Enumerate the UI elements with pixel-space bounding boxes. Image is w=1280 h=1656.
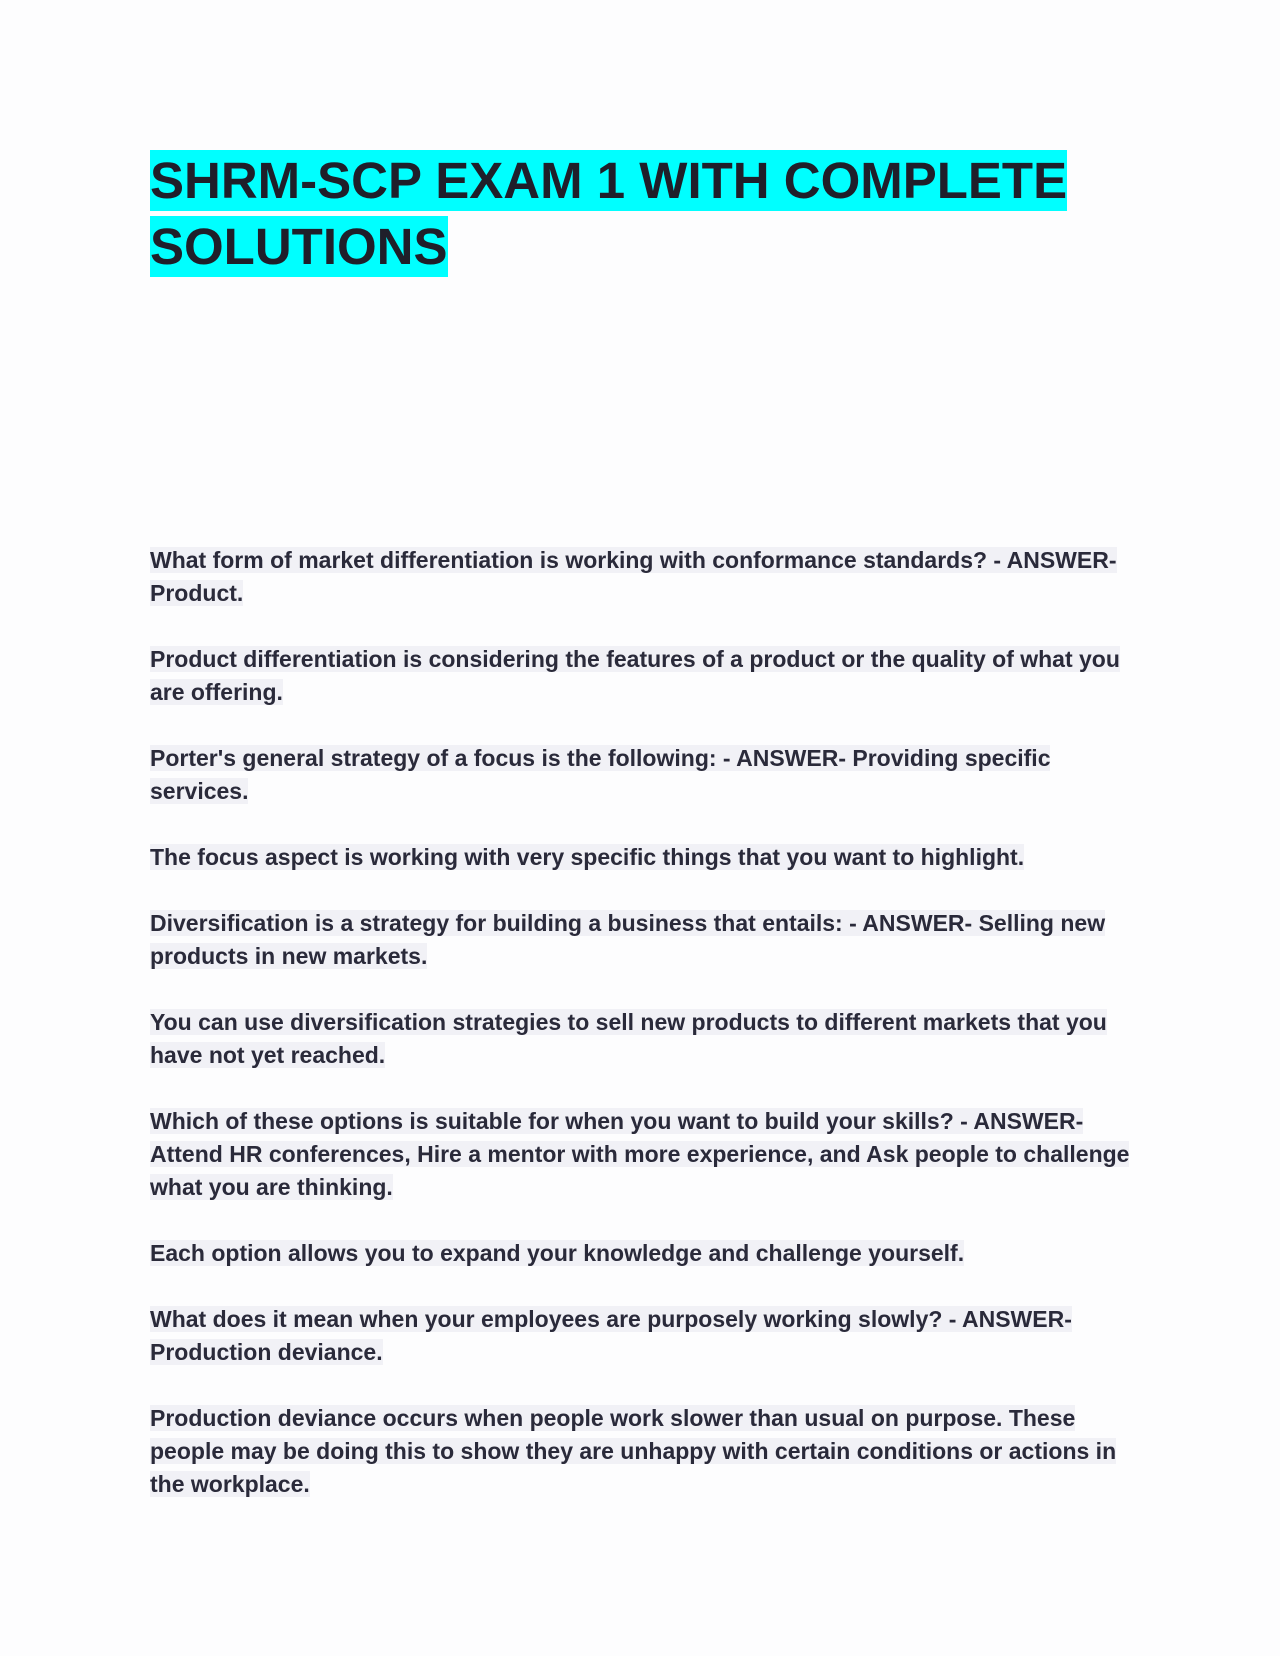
- document-body: [150, 544, 1140, 1534]
- paragraph-text: The focus aspect is working with very specific things that you want to highlight.: [150, 844, 1025, 870]
- paragraph-q4: [150, 1105, 1140, 1204]
- paragraph-text: Each option allows you to expand your knowledge and challenge yourself.: [150, 1240, 965, 1266]
- paragraph-a4: [150, 1237, 1140, 1270]
- title-highlight: SHRM-SCP EXAM 1 WITH COMPLETE SOLUTIONS: [150, 152, 1068, 275]
- paragraph-q1: [150, 544, 1140, 610]
- paragraph-text: Production deviance occurs when people work slower than usual on purpose. These people may be doing this to show they are unhappy with certain conditions or actions in the workplace.: [150, 1405, 1117, 1497]
- paragraph-q3: [150, 907, 1140, 973]
- paragraph-text: Porter's general strategy of a focus is the following: - ANSWER- Providing specific services.: [150, 745, 1051, 804]
- paragraph-text: Product differentiation is considering the features of a product or the quality of what you are offering.: [150, 646, 1120, 705]
- paragraph-a1: [150, 643, 1140, 709]
- paragraph-q2: [150, 742, 1140, 808]
- paragraph-a2: [150, 841, 1140, 874]
- paragraph-text: You can use diversification strategies to sell new products to different markets that you have not yet reached.: [150, 1009, 1107, 1068]
- paragraph-text: What does it mean when your employees are purposely working slowly? - ANSWER- Production deviance.: [150, 1306, 1072, 1365]
- paragraph-a5: [150, 1402, 1140, 1501]
- document-title: [150, 148, 1130, 280]
- paragraph-q5: [150, 1303, 1140, 1369]
- paragraph-text: Diversification is a strategy for building a business that entails: - ANSWER- Selling new products in new markets.: [150, 910, 1106, 969]
- paragraph-text: What form of market differentiation is working with conformance standards? - ANSWER- Product.: [150, 547, 1117, 606]
- paragraph-a3: [150, 1006, 1140, 1072]
- paragraph-text: Which of these options is suitable for when you want to build your skills? - ANSWER- Attend HR conferences, Hire a mentor with more experience, and Ask people to challenge what you are thinking.: [150, 1108, 1130, 1200]
